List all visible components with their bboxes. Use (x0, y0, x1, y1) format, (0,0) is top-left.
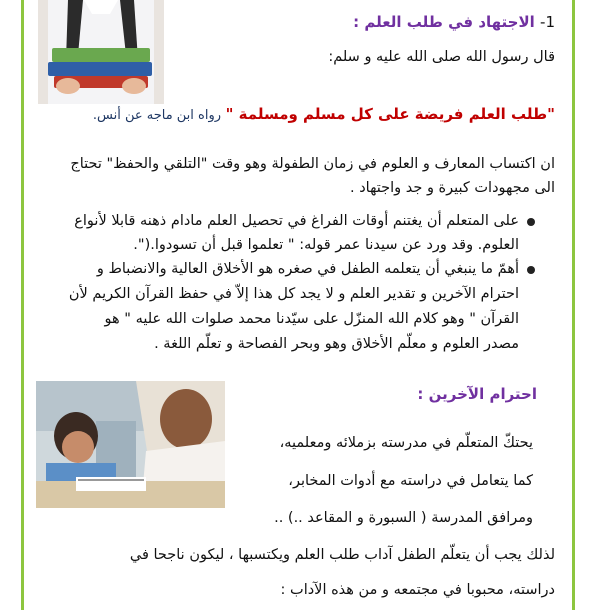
paragraph-line: الى مجهودات كبيرة و جد واجتهاد . (350, 180, 555, 196)
section-title: الاجتهاد في طلب العلم : (353, 13, 535, 31)
section2-line: لذلك يجب أن يتعلّم الطفل آداب طلب العلم ويكتسبها ، ليكون ناجحا في (129, 547, 555, 563)
hadith-source: رواه ابن ماجه عن أنس. (92, 108, 222, 123)
bullet-line: احترام الآخرين و تقدير العلم و لا يجد كل هذا إلاّ في حفظ القرآن الكريم لأن (68, 286, 519, 302)
paragraph-line: ان اكتساب المعارف و العلوم في زمان الطفولة وهو وقت "التلقي والحفظ" تحتاج (70, 156, 555, 172)
student-books-photo (38, 0, 164, 104)
bullet-line: العلوم. وقد ورد عن سيدنا عمر قوله: " تعلموا قبل أن تسودوا.(". (133, 237, 519, 253)
bullet-line: مصدر العلوم و معلّم الأخلاق وهو وبحر الفصاحة و تعلّم اللغة . (154, 336, 519, 352)
bullet-dot (527, 218, 535, 226)
section-number: 1- (540, 13, 555, 31)
bullet-line: أهمّ ما ينبغي أن يتعلمه الطفل في صغره هو الأخلاق العالية والانضباط و (96, 261, 519, 277)
section2-line: ومرافق المدرسة ( السبورة و المقاعد ..) .. (274, 510, 533, 526)
section2-line: يحتكّ المتعلّم في مدرسته بزملائه ومعلميه، (279, 435, 533, 451)
section2-title: احترام الآخرين : (417, 385, 537, 403)
bullet-dot (527, 266, 535, 274)
bullet-line: القرآن " وهو كلام الله المنزّل على سيّدنا محمد صلوات الله عليه " هو (104, 311, 519, 327)
bullet-line: على المتعلم أن يغتنم أوقات الفراغ في تحصيل العلم مادام ذهنه قابلا لأنواع (74, 213, 519, 229)
section-heading (353, 12, 555, 32)
hadith-line (93, 104, 555, 126)
classroom-photo (36, 381, 225, 508)
section2-line: كما يتعامل في دراسته مع أدوات المخابر، (288, 473, 533, 489)
section2-line: دراسته، محبوبا في مجتمعه و من هذه الآداب : (280, 582, 555, 598)
hadith-quote: "طلب العلم فريضة على كل مسلم ومسلمة " (225, 105, 555, 123)
intro-text: قال رسول الله صلى الله عليه و سلم: (328, 49, 555, 65)
